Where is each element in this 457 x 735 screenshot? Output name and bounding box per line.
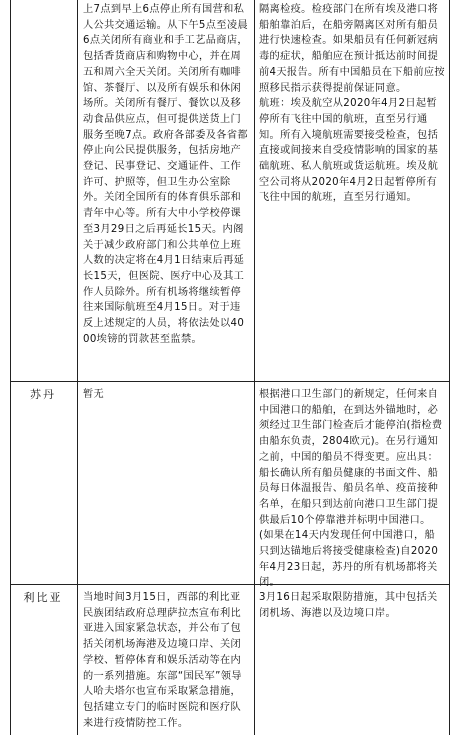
table-border-left [10, 0, 11, 735]
table-border-right [449, 0, 450, 735]
row-divider-1 [10, 381, 450, 382]
port-cell: 隔离检疫。检疫部门在所有埃及港口将船舶靠泊后，在船旁隔离区对所有船员进行快速检查。如果船员有任何新冠病毒的症状，船舶应在预计抵达前时间提前4天报告。所有中国船员在下船前应按照移民指示获得提前保证同意。 航班：埃及航空从2020年4月2日起暂停所有飞往中国的航班，直至另行通知。所有入境航班需要接受检查，包括直接或间接来自受疫情影响的国家的基础航班、私人航班或货运航班。埃及航空公司将从2020年4月2日起暂停所有飞往中国的航班，直至另行通知。 [259, 4, 445, 204]
port-cell: 3月16日起采取限防措施，其中包括关闭机场、海港以及边境口岸。 [259, 592, 438, 619]
measures-cell: 暂无 [83, 389, 105, 400]
column-divider-1 [77, 0, 78, 735]
port-cell: 根据港口卫生部门的新规定，任何来自中国港口的船舶，在到达外锚地时，必须经过卫生部门检查后才能停泊(指检费由船东负责，2804欧元)。在另行通知之前，中国的船员不得变更。应出具：船长确认所有船员健康的书面文件、船员每日体温报告、船员名单、疫苗接种名单，在船只到达前向港口卫生部门提供最后10个停靠港并标明中国港口。(如果在14天内发现任何中国港口，船只到达锚地后将接受健康检查)自2020年4月23日起，苏丹的所有机场都将关闭。 [259, 389, 443, 589]
column-divider-2 [254, 0, 255, 735]
country-cell: 利比亚 [23, 591, 63, 604]
measures-cell: 上7点到早上6点停止所有国营和私人公共交通运输。从下午5点至凌晨6点关闭所有商业和手工艺品商店，包括香货商店和购物中心，并在周五和周六全天关闭。关闭所有咖啡馆、茶餐厅、以及所有娱乐和休闲场所。关闭所有餐厅、餐饮以及移动食品供应点，但可提供送货上门服务至晚7点。政府各部委及各省都停止向公民提供服务，包括房地产登记、民事登记、交通证件、工作许可、护照等，但卫生办公室除外。关闭全国所有的体育俱乐部和青年中心等。所有大中小学校停课至3月29日之后再延长15天。内阁关于减少政府部门和公共单位上班人数的决定将在4月1日结束后再延长15天，但医院、医疗中心及其工作人员除外。所有机场将继续暂停往来国际航班至4月15日。对于违反上述规定的人员，将依法处以4000埃镑的罚款甚至监禁。 [83, 4, 248, 345]
country-cell: 苏丹 [30, 388, 56, 401]
measures-cell: 当地时间3月15日，西部的利比亚民族团结政府总理萨拉杰宣布利比亚进入国家紧急状态，并公布了包括关闭机场海港及边境口岸、关闭学校、暂停体育和娱乐活动等在内的一系列措施。东部“国民军”领导人哈夫塔尔也宣布采取紧急措施，包括建立专门的临时医院和医疗队来进行疫情防控工作。 [83, 592, 242, 729]
